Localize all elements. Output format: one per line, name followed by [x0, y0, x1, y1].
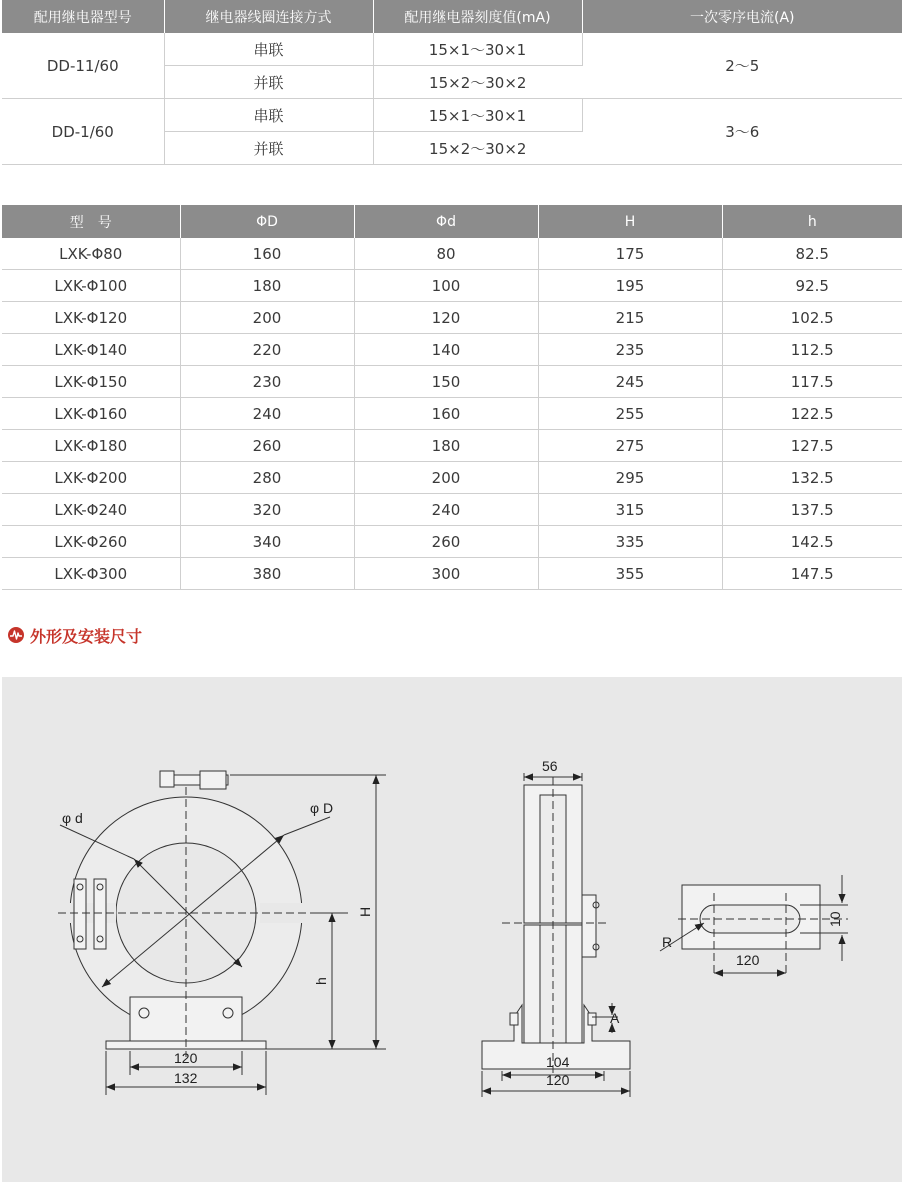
- center-height-cell: 132.5: [722, 462, 902, 494]
- inner-diameter-cell: 300: [354, 558, 538, 590]
- dim-header-center-height: h: [722, 205, 902, 238]
- dimension-table-header-row: [2, 205, 902, 238]
- connection-cell: 并联: [164, 66, 373, 99]
- slot-width-label: 120: [736, 952, 760, 968]
- model-cell: LXK-Φ180: [2, 430, 180, 462]
- model-cell: LXK-Φ300: [2, 558, 180, 590]
- outer-diameter-cell: 180: [180, 270, 354, 302]
- center-height-cell: 82.5: [722, 238, 902, 270]
- model-cell: LXK-Φ140: [2, 334, 180, 366]
- table-row: [2, 270, 902, 302]
- outer-diameter-cell: 340: [180, 526, 354, 558]
- section-title-text: 外形及安装尺寸: [30, 626, 143, 646]
- model-cell: LXK-Φ160: [2, 398, 180, 430]
- outer-diameter-cell: 320: [180, 494, 354, 526]
- table-row: [2, 430, 902, 462]
- height-cell: 175: [538, 238, 722, 270]
- front-phi-d-label: φ d: [62, 810, 83, 826]
- relay-model-cell: DD-1/60: [2, 99, 164, 165]
- outer-diameter-cell: 200: [180, 302, 354, 334]
- model-cell: LXK-Φ100: [2, 270, 180, 302]
- slot-R-label: R: [662, 934, 673, 950]
- inner-diameter-cell: 160: [354, 398, 538, 430]
- model-cell: LXK-Φ120: [2, 302, 180, 334]
- table-row: [2, 526, 902, 558]
- scale-cell: 15×1～30×1: [373, 99, 582, 132]
- side-A-label: A: [610, 1010, 620, 1026]
- center-height-cell: 147.5: [722, 558, 902, 590]
- connection-cell: 串联: [164, 33, 373, 66]
- dimension-table: [2, 205, 902, 590]
- table-row: [2, 366, 902, 398]
- inner-diameter-cell: 120: [354, 302, 538, 334]
- model-cell: LXK-Φ260: [2, 526, 180, 558]
- current-cell: 3～6: [582, 99, 902, 165]
- dim-header-model: 型 号: [2, 205, 180, 238]
- table-row: [2, 494, 902, 526]
- slot-height-label: 10: [827, 911, 843, 927]
- dim-header-inner-diameter: Φd: [354, 205, 538, 238]
- outer-diameter-cell: 220: [180, 334, 354, 366]
- model-cell: LXK-Φ150: [2, 366, 180, 398]
- dim-header-height: H: [538, 205, 722, 238]
- height-cell: 235: [538, 334, 722, 366]
- relay-model-cell: DD-11/60: [2, 33, 164, 99]
- dim-header-outer-diameter: ΦD: [180, 205, 354, 238]
- height-cell: 295: [538, 462, 722, 494]
- section-title: [8, 624, 142, 646]
- side-outer-width-label: 120: [546, 1072, 570, 1088]
- inner-diameter-cell: 150: [354, 366, 538, 398]
- outer-diameter-cell: 240: [180, 398, 354, 430]
- front-view: [58, 771, 386, 1095]
- height-cell: 245: [538, 366, 722, 398]
- inner-diameter-cell: 100: [354, 270, 538, 302]
- relay-header-scale: 配用继电器刻度值(mA): [373, 0, 582, 33]
- front-inner-width-label: 120: [174, 1050, 198, 1066]
- side-top-width-label: 56: [542, 758, 558, 774]
- outer-diameter-cell: 230: [180, 366, 354, 398]
- center-height-cell: 142.5: [722, 526, 902, 558]
- height-cell: 215: [538, 302, 722, 334]
- inner-diameter-cell: 140: [354, 334, 538, 366]
- inner-diameter-cell: 80: [354, 238, 538, 270]
- height-cell: 195: [538, 270, 722, 302]
- model-cell: LXK-Φ200: [2, 462, 180, 494]
- inner-diameter-cell: 200: [354, 462, 538, 494]
- dimension-table-body: [2, 238, 902, 590]
- front-phi-D-label: φ D: [310, 800, 334, 816]
- relay-spec-table: [2, 0, 902, 165]
- inner-diameter-cell: 260: [354, 526, 538, 558]
- table-row: [2, 558, 902, 590]
- height-cell: 275: [538, 430, 722, 462]
- relay-header-connection: 继电器线圈连接方式: [164, 0, 373, 33]
- table-row: [2, 398, 902, 430]
- front-h-label: h: [313, 977, 329, 985]
- dimension-drawing-panel: [2, 677, 902, 1182]
- scale-cell: 15×1～30×1: [373, 33, 582, 66]
- technical-drawing: [2, 677, 902, 1182]
- inner-diameter-cell: 240: [354, 494, 538, 526]
- relay-header-model: 配用继电器型号: [2, 0, 164, 33]
- inner-diameter-cell: 180: [354, 430, 538, 462]
- outer-diameter-cell: 380: [180, 558, 354, 590]
- front-outer-width-label: 132: [174, 1070, 198, 1086]
- relay-header-current: 一次零序电流(A): [582, 0, 902, 33]
- table-row: [2, 238, 902, 270]
- side-view: [482, 773, 630, 1097]
- front-H-label: H: [357, 906, 373, 917]
- table-row: [2, 33, 902, 66]
- center-height-cell: 112.5: [722, 334, 902, 366]
- height-cell: 355: [538, 558, 722, 590]
- height-cell: 335: [538, 526, 722, 558]
- waveform-icon: [8, 627, 24, 643]
- table-row: [2, 302, 902, 334]
- side-inner-width-label: 104: [546, 1054, 570, 1070]
- connection-cell: 并联: [164, 132, 373, 165]
- height-cell: 315: [538, 494, 722, 526]
- outer-diameter-cell: 160: [180, 238, 354, 270]
- center-height-cell: 117.5: [722, 366, 902, 398]
- center-height-cell: 137.5: [722, 494, 902, 526]
- table-row: [2, 462, 902, 494]
- connection-cell: 串联: [164, 99, 373, 132]
- scale-cell: 15×2～30×2: [373, 66, 582, 99]
- table-row: [2, 334, 902, 366]
- relay-table-header-row: [2, 0, 902, 33]
- center-height-cell: 102.5: [722, 302, 902, 334]
- outer-diameter-cell: 260: [180, 430, 354, 462]
- center-height-cell: 127.5: [722, 430, 902, 462]
- model-cell: LXK-Φ80: [2, 238, 180, 270]
- model-cell: LXK-Φ240: [2, 494, 180, 526]
- center-height-cell: 122.5: [722, 398, 902, 430]
- current-cell: 2～5: [582, 33, 902, 99]
- center-height-cell: 92.5: [722, 270, 902, 302]
- height-cell: 255: [538, 398, 722, 430]
- table-row: [2, 99, 902, 132]
- scale-cell: 15×2～30×2: [373, 132, 582, 165]
- outer-diameter-cell: 280: [180, 462, 354, 494]
